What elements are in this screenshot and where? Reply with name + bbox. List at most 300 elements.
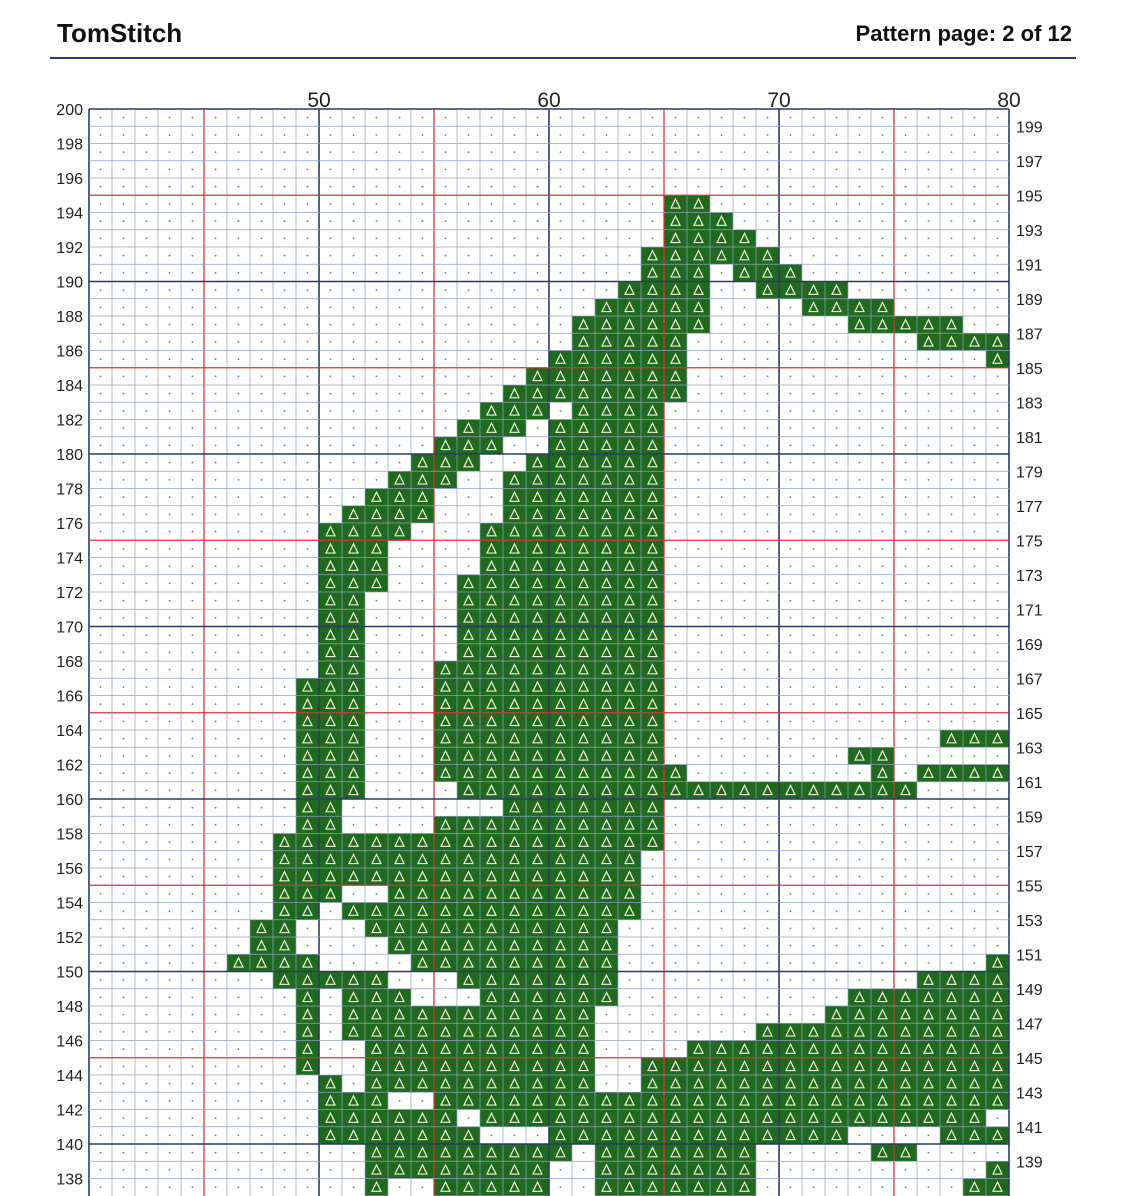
dot-icon xyxy=(790,686,792,688)
dot-icon xyxy=(537,358,539,360)
dot-icon xyxy=(376,255,378,257)
dot-icon xyxy=(997,1117,999,1119)
dot-icon xyxy=(284,168,286,170)
dot-icon xyxy=(422,617,424,619)
dot-icon xyxy=(468,168,470,170)
dot-icon xyxy=(560,237,562,239)
dot-icon xyxy=(744,996,746,998)
dot-icon xyxy=(905,358,907,360)
dot-icon xyxy=(698,703,700,705)
dot-icon xyxy=(238,996,240,998)
dot-icon xyxy=(583,306,585,308)
dot-icon xyxy=(974,651,976,653)
dot-icon xyxy=(422,600,424,602)
dot-icon xyxy=(767,496,769,498)
dot-icon xyxy=(261,600,263,602)
dot-icon xyxy=(192,962,194,964)
dot-icon xyxy=(169,220,171,222)
dot-icon xyxy=(721,117,723,119)
dot-icon xyxy=(491,462,493,464)
dot-icon xyxy=(905,496,907,498)
dot-icon xyxy=(261,720,263,722)
dot-icon xyxy=(790,531,792,533)
dot-icon xyxy=(422,755,424,757)
dot-icon xyxy=(652,1031,654,1033)
dot-icon xyxy=(215,858,217,860)
dot-icon xyxy=(997,824,999,826)
dot-icon xyxy=(928,117,930,119)
dot-icon xyxy=(721,203,723,205)
dot-icon xyxy=(330,945,332,947)
dot-icon xyxy=(261,220,263,222)
dot-icon xyxy=(836,893,838,895)
dot-icon xyxy=(307,582,309,584)
dot-icon xyxy=(790,255,792,257)
dot-icon xyxy=(813,479,815,481)
dot-icon xyxy=(399,117,401,119)
dot-icon xyxy=(928,410,930,412)
dot-icon xyxy=(744,134,746,136)
dot-icon xyxy=(859,548,861,550)
dot-icon xyxy=(836,1186,838,1188)
dot-icon xyxy=(146,565,148,567)
dot-icon xyxy=(123,910,125,912)
dot-icon xyxy=(606,1083,608,1085)
dot-icon xyxy=(859,600,861,602)
dot-icon xyxy=(215,651,217,653)
dot-icon xyxy=(997,375,999,377)
dot-icon xyxy=(905,1134,907,1136)
dot-icon xyxy=(146,220,148,222)
dot-icon xyxy=(905,703,907,705)
dot-icon xyxy=(192,548,194,550)
dot-icon xyxy=(836,444,838,446)
dot-icon xyxy=(790,324,792,326)
dot-icon xyxy=(675,1048,677,1050)
dot-icon xyxy=(767,237,769,239)
dot-icon xyxy=(146,375,148,377)
dot-icon xyxy=(284,824,286,826)
dot-icon xyxy=(169,858,171,860)
dot-icon xyxy=(399,962,401,964)
dot-icon xyxy=(652,168,654,170)
dot-icon xyxy=(744,117,746,119)
dot-icon xyxy=(721,841,723,843)
dot-icon xyxy=(399,151,401,153)
dot-icon xyxy=(215,1100,217,1102)
dot-icon xyxy=(123,117,125,119)
dot-icon xyxy=(376,738,378,740)
dot-icon xyxy=(721,375,723,377)
dot-icon xyxy=(997,255,999,257)
dot-icon xyxy=(192,427,194,429)
dot-icon xyxy=(146,548,148,550)
dot-icon xyxy=(284,1014,286,1016)
dot-icon xyxy=(882,1134,884,1136)
dot-icon xyxy=(767,375,769,377)
dot-icon xyxy=(399,289,401,291)
dot-icon xyxy=(698,720,700,722)
dot-icon xyxy=(997,168,999,170)
dot-icon xyxy=(146,203,148,205)
dot-icon xyxy=(951,789,953,791)
dot-icon xyxy=(146,789,148,791)
dot-icon xyxy=(675,462,677,464)
dot-icon xyxy=(974,306,976,308)
dot-icon xyxy=(284,807,286,809)
dot-icon xyxy=(238,1134,240,1136)
dot-icon xyxy=(238,772,240,774)
dot-icon xyxy=(882,927,884,929)
dot-icon xyxy=(445,220,447,222)
dot-icon xyxy=(928,255,930,257)
dot-icon xyxy=(882,807,884,809)
dot-icon xyxy=(767,513,769,515)
dot-icon xyxy=(146,841,148,843)
dot-icon xyxy=(675,945,677,947)
dot-icon xyxy=(606,1014,608,1016)
dot-icon xyxy=(583,237,585,239)
dot-icon xyxy=(836,548,838,550)
dot-icon xyxy=(721,996,723,998)
dot-icon xyxy=(675,738,677,740)
dot-icon xyxy=(261,669,263,671)
dot-icon xyxy=(836,669,838,671)
dot-icon xyxy=(698,410,700,412)
dot-icon xyxy=(974,462,976,464)
dot-icon xyxy=(353,807,355,809)
dot-icon xyxy=(537,289,539,291)
dot-icon xyxy=(445,807,447,809)
dot-icon xyxy=(192,1048,194,1050)
dot-icon xyxy=(261,272,263,274)
dot-icon xyxy=(445,979,447,981)
dot-icon xyxy=(445,117,447,119)
dot-icon xyxy=(100,1083,102,1085)
dot-icon xyxy=(123,893,125,895)
dot-icon xyxy=(859,824,861,826)
dot-icon xyxy=(399,772,401,774)
dot-icon xyxy=(951,651,953,653)
dot-icon xyxy=(261,548,263,550)
dot-icon xyxy=(744,496,746,498)
dot-icon xyxy=(928,203,930,205)
dot-icon xyxy=(146,617,148,619)
dot-icon xyxy=(100,755,102,757)
dot-icon xyxy=(376,324,378,326)
dot-icon xyxy=(629,1048,631,1050)
dot-icon xyxy=(192,858,194,860)
dot-icon xyxy=(376,186,378,188)
dot-icon xyxy=(215,324,217,326)
dot-icon xyxy=(951,755,953,757)
dot-icon xyxy=(882,168,884,170)
dot-icon xyxy=(192,272,194,274)
dot-icon xyxy=(261,1152,263,1154)
dot-icon xyxy=(215,703,217,705)
dot-icon xyxy=(330,462,332,464)
dot-icon xyxy=(100,513,102,515)
dot-icon xyxy=(882,289,884,291)
dot-icon xyxy=(261,186,263,188)
dot-icon xyxy=(192,237,194,239)
dot-icon xyxy=(767,358,769,360)
dot-icon xyxy=(215,1117,217,1119)
dot-icon xyxy=(422,996,424,998)
dot-icon xyxy=(951,427,953,429)
dot-icon xyxy=(882,893,884,895)
dot-icon xyxy=(859,479,861,481)
dot-icon xyxy=(859,151,861,153)
dot-icon xyxy=(560,289,562,291)
dot-icon xyxy=(169,1065,171,1067)
dot-icon xyxy=(744,755,746,757)
dot-icon xyxy=(468,996,470,998)
dot-icon xyxy=(813,703,815,705)
dot-icon xyxy=(767,979,769,981)
row-tick-label: 186 xyxy=(56,343,83,361)
dot-icon xyxy=(606,289,608,291)
dot-icon xyxy=(859,1186,861,1188)
dot-icon xyxy=(353,289,355,291)
dot-icon xyxy=(882,410,884,412)
dot-icon xyxy=(399,617,401,619)
dot-icon xyxy=(353,358,355,360)
dot-icon xyxy=(100,134,102,136)
dot-icon xyxy=(100,289,102,291)
dot-icon xyxy=(928,168,930,170)
dot-icon xyxy=(974,600,976,602)
dot-icon xyxy=(997,513,999,515)
dot-icon xyxy=(974,876,976,878)
dot-icon xyxy=(284,117,286,119)
page-label: Pattern page: xyxy=(855,21,997,46)
row-tick-label: 152 xyxy=(56,930,83,947)
dot-icon xyxy=(744,927,746,929)
dot-icon xyxy=(560,203,562,205)
dot-icon xyxy=(905,634,907,636)
dot-icon xyxy=(836,393,838,395)
dot-icon xyxy=(974,755,976,757)
dot-icon xyxy=(330,1065,332,1067)
dot-icon xyxy=(100,893,102,895)
dot-icon xyxy=(146,876,148,878)
dot-icon xyxy=(721,582,723,584)
dot-icon xyxy=(767,927,769,929)
dot-icon xyxy=(215,117,217,119)
row-tick-label: 183 xyxy=(1016,395,1043,413)
dot-icon xyxy=(767,824,769,826)
dot-icon xyxy=(169,651,171,653)
dot-icon xyxy=(721,755,723,757)
dot-icon xyxy=(169,289,171,291)
row-tick-label: 188 xyxy=(56,309,83,326)
dot-icon xyxy=(721,134,723,136)
dot-icon xyxy=(583,220,585,222)
dot-icon xyxy=(928,358,930,360)
dot-icon xyxy=(675,496,677,498)
dot-icon xyxy=(215,513,217,515)
dot-icon xyxy=(192,479,194,481)
dot-icon xyxy=(376,462,378,464)
dot-icon xyxy=(123,720,125,722)
dot-icon xyxy=(675,858,677,860)
dot-icon xyxy=(997,444,999,446)
dot-icon xyxy=(698,876,700,878)
dot-icon xyxy=(721,272,723,274)
dot-icon xyxy=(721,341,723,343)
dot-icon xyxy=(859,807,861,809)
dot-icon xyxy=(169,772,171,774)
dot-icon xyxy=(215,1031,217,1033)
dot-icon xyxy=(307,237,309,239)
dot-icon xyxy=(353,306,355,308)
dot-icon xyxy=(997,582,999,584)
dot-icon xyxy=(721,651,723,653)
dot-icon xyxy=(859,841,861,843)
dot-icon xyxy=(376,669,378,671)
dot-icon xyxy=(652,858,654,860)
dot-icon xyxy=(307,324,309,326)
dot-icon xyxy=(790,393,792,395)
dot-icon xyxy=(307,651,309,653)
dot-icon xyxy=(928,496,930,498)
dot-icon xyxy=(353,927,355,929)
dot-icon xyxy=(905,824,907,826)
dot-icon xyxy=(928,272,930,274)
dot-icon xyxy=(675,513,677,515)
dot-icon xyxy=(261,479,263,481)
dot-icon xyxy=(376,237,378,239)
dot-icon xyxy=(514,168,516,170)
dot-icon xyxy=(100,272,102,274)
dot-icon xyxy=(215,151,217,153)
dot-icon xyxy=(307,134,309,136)
dot-icon xyxy=(767,306,769,308)
dot-icon xyxy=(238,186,240,188)
dot-icon xyxy=(836,720,838,722)
dot-icon xyxy=(238,651,240,653)
dot-icon xyxy=(951,237,953,239)
dot-icon xyxy=(606,1031,608,1033)
dot-icon xyxy=(675,807,677,809)
dot-icon xyxy=(468,393,470,395)
dot-icon xyxy=(445,306,447,308)
dot-icon xyxy=(997,324,999,326)
dot-icon xyxy=(997,651,999,653)
dot-icon xyxy=(123,203,125,205)
dot-icon xyxy=(629,1031,631,1033)
dot-icon xyxy=(169,151,171,153)
dot-icon xyxy=(698,858,700,860)
dot-icon xyxy=(882,634,884,636)
dot-icon xyxy=(399,651,401,653)
dot-icon xyxy=(790,1014,792,1016)
dot-icon xyxy=(123,738,125,740)
dot-icon xyxy=(583,1186,585,1188)
dot-icon xyxy=(767,203,769,205)
dot-icon xyxy=(192,358,194,360)
dot-icon xyxy=(169,324,171,326)
dot-icon xyxy=(928,565,930,567)
dot-icon xyxy=(284,203,286,205)
dot-icon xyxy=(146,807,148,809)
dot-icon xyxy=(491,151,493,153)
dot-icon xyxy=(284,1048,286,1050)
row-tick-label: 189 xyxy=(1016,291,1043,309)
dot-icon xyxy=(859,203,861,205)
dot-icon xyxy=(376,410,378,412)
dot-icon xyxy=(238,427,240,429)
dot-icon xyxy=(882,444,884,446)
dot-icon xyxy=(376,479,378,481)
dot-icon xyxy=(284,237,286,239)
dot-icon xyxy=(307,617,309,619)
dot-icon xyxy=(422,375,424,377)
dot-icon xyxy=(928,703,930,705)
dot-icon xyxy=(353,237,355,239)
dot-icon xyxy=(215,168,217,170)
dot-icon xyxy=(583,203,585,205)
row-tick-label: 151 xyxy=(1016,947,1043,965)
dot-icon xyxy=(100,203,102,205)
dot-icon xyxy=(514,358,516,360)
dot-icon xyxy=(238,496,240,498)
dot-icon xyxy=(813,634,815,636)
dot-icon xyxy=(905,893,907,895)
dot-icon xyxy=(813,824,815,826)
dot-icon xyxy=(330,237,332,239)
dot-icon xyxy=(123,996,125,998)
dot-icon xyxy=(376,117,378,119)
dot-icon xyxy=(583,186,585,188)
dot-icon xyxy=(491,220,493,222)
dot-icon xyxy=(997,789,999,791)
dot-icon xyxy=(123,1117,125,1119)
dot-icon xyxy=(882,720,884,722)
dot-icon xyxy=(859,876,861,878)
dot-icon xyxy=(146,1014,148,1016)
dot-icon xyxy=(928,686,930,688)
row-tick-label: 166 xyxy=(56,688,83,706)
dot-icon xyxy=(284,1152,286,1154)
dot-icon xyxy=(146,1152,148,1154)
dot-icon xyxy=(100,841,102,843)
dot-icon xyxy=(836,358,838,360)
dot-icon xyxy=(813,375,815,377)
dot-icon xyxy=(261,824,263,826)
dot-icon xyxy=(422,410,424,412)
dot-icon xyxy=(928,237,930,239)
dot-icon xyxy=(146,289,148,291)
dot-icon xyxy=(123,186,125,188)
dot-icon xyxy=(560,168,562,170)
dot-icon xyxy=(675,410,677,412)
dot-icon xyxy=(744,513,746,515)
dot-icon xyxy=(169,720,171,722)
dot-icon xyxy=(307,669,309,671)
row-tick-label: 160 xyxy=(56,792,83,809)
row-tick-label: 140 xyxy=(56,1137,83,1154)
row-tick-label: 182 xyxy=(56,412,83,430)
dot-icon xyxy=(100,669,102,671)
dot-icon xyxy=(123,341,125,343)
dot-icon xyxy=(192,1100,194,1102)
dot-icon xyxy=(284,444,286,446)
dot-icon xyxy=(169,634,171,636)
dot-icon xyxy=(905,410,907,412)
dot-icon xyxy=(675,565,677,567)
